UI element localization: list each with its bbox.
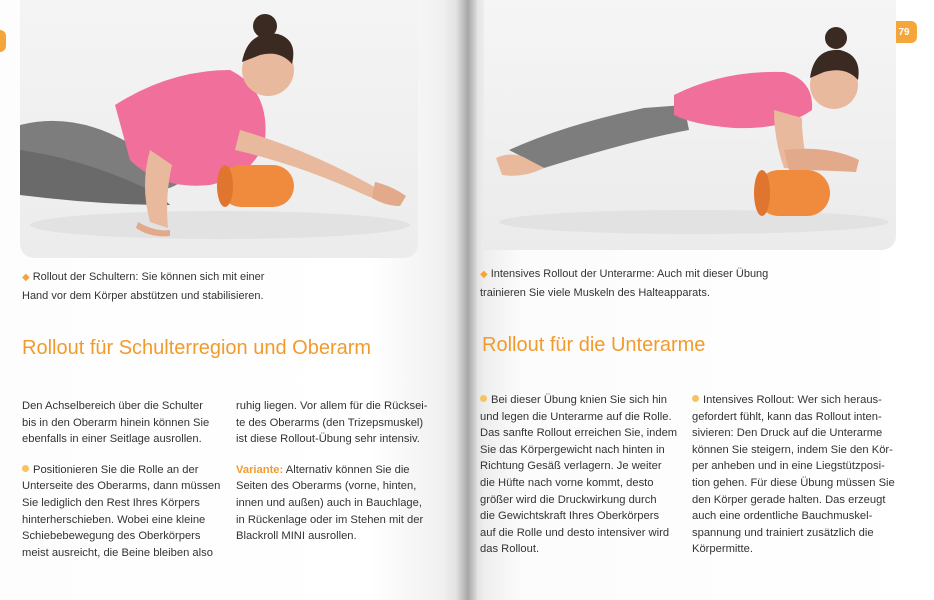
- text-line: Sie das Körpergewicht nach hinten in: [480, 443, 665, 456]
- section-heading-right: Rollout für die Unterarme: [482, 334, 706, 356]
- left-page: [0, 0, 466, 600]
- text-line: Den Achselbereich über die Schulter: [22, 400, 203, 412]
- text-line: die Hüfte nach vorne kommt, desto: [480, 476, 654, 489]
- text-line: ebenfalls in einer Seitlage ausrollen.: [22, 433, 202, 446]
- intensive-paragraph: [692, 392, 906, 558]
- bullet-icon: [22, 465, 29, 472]
- text-line: auf die Rolle und desto intensiver wird: [480, 526, 670, 539]
- text-line: Seiten des Oberarms (vorne, hinten,: [236, 480, 417, 493]
- text-line: te des Oberarms (den Trizepsmuskel): [236, 416, 424, 429]
- text-line: bis in den Oberarm hinein können Sie: [22, 416, 210, 429]
- text-line: Blackroll MINI ausrollen.: [236, 530, 357, 543]
- caption-lead: Rollout der Schultern:: [32, 271, 139, 283]
- text-line: können Sie steigern, indem Sie den Kör-: [692, 443, 893, 456]
- right-column-2: [692, 392, 906, 566]
- text-line: ruhig liegen. Vor allem für die Rücksei-: [236, 400, 428, 412]
- text-line: Sie lediglich den Rest Ihres Körpers: [22, 496, 200, 509]
- section-heading-left: Rollout für Schulterregion und Oberarm: [22, 337, 372, 359]
- left-column-1: [22, 398, 222, 569]
- text-line: spannung und trainiert zusätzlich die: [692, 526, 874, 539]
- forearm-rollout-photo: [484, 0, 896, 250]
- text-line: Das sanfte Rollout erreichen Sie, indem: [480, 427, 678, 440]
- caption-text-1: Auch mit dieser Übung: [657, 268, 769, 280]
- text-line: ist diese Rollout-Übung sehr intensiv.: [236, 433, 420, 446]
- text-line: die Gewichtskraft Ihres Oberkörpers: [480, 510, 660, 523]
- shoulder-rollout-illustration: [20, 0, 418, 258]
- text-line: in Rückenlage oder im Stehen mit der: [236, 513, 424, 526]
- text-line: und legen die Unterarme auf die Rolle.: [480, 410, 672, 423]
- instruction-paragraph: [480, 392, 690, 558]
- chapter-tab-marker: [0, 30, 6, 52]
- photo-caption-left: [22, 268, 402, 306]
- text-line: das Rollout.: [480, 543, 540, 556]
- continuation-paragraph: [236, 398, 436, 448]
- text-line: innen und außen) auch in Bauchlage,: [236, 496, 422, 509]
- right-page: [466, 0, 934, 600]
- text-line: Schiebebewegung des Oberkörpers: [22, 530, 201, 543]
- text-line: den Körper gerade halten. Das erzeugt: [692, 493, 886, 506]
- caption-text-2: trainieren Sie viele Muskeln des Halteapparats.: [480, 287, 710, 299]
- caption-text-2: Hand vor dem Körper abstützen und stabilisieren.: [22, 290, 264, 302]
- caption-text-1: Sie können sich mit einer: [141, 271, 265, 283]
- text-line: tion gehen. Für diese Übung müssen Sie: [692, 476, 895, 489]
- text-line: sivieren: Den Druck auf die Unterarme: [692, 427, 883, 440]
- text-line: größer wird die Druckwirkung durch: [480, 493, 657, 506]
- right-column-1: [480, 392, 690, 566]
- bullet-icon: [480, 395, 487, 402]
- forearm-rollout-illustration: [484, 0, 896, 250]
- book-gutter: [456, 0, 478, 600]
- text-line: Intensives Rollout: Wer sich heraus-: [703, 394, 882, 406]
- photo-caption-right: [480, 265, 900, 303]
- text-line: auch eine ordentliche Bauchmuskel-: [692, 510, 873, 523]
- page-number-badge: 79: [891, 21, 917, 43]
- text-line: gefordert fühlt, kann das Rollout inten-: [692, 410, 882, 423]
- text-line: per anheben und in eine Liegstützposi-: [692, 460, 885, 473]
- text-line: Bei dieser Übung knien Sie sich hin: [491, 394, 667, 406]
- intro-paragraph: [22, 398, 222, 448]
- caption-arrow-icon: ◆: [22, 272, 30, 283]
- instruction-paragraph: [22, 462, 222, 562]
- left-column-2: [236, 398, 436, 553]
- text-line: meist ausreicht, die Beine bleiben also: [22, 546, 213, 559]
- text-line: hinterherschieben. Wobei eine kleine: [22, 513, 206, 526]
- text-line: Positionieren Sie die Rolle an der: [33, 463, 199, 476]
- caption-arrow-icon: ◆: [480, 269, 488, 280]
- variant-paragraph: [236, 462, 436, 545]
- text-line: Alternativ können Sie die: [285, 463, 410, 476]
- text-line: Richtung Gesäß verlagern. Je weiter: [480, 460, 662, 473]
- text-line: Körpermitte.: [692, 543, 753, 556]
- variant-label: Variante:: [236, 463, 284, 476]
- bullet-icon: [692, 395, 699, 402]
- text-line: Unterseite des Oberarms, dann müssen: [22, 480, 221, 493]
- caption-lead: Intensives Rollout der Unterarme:: [490, 268, 655, 280]
- shoulder-rollout-photo: [20, 0, 418, 258]
